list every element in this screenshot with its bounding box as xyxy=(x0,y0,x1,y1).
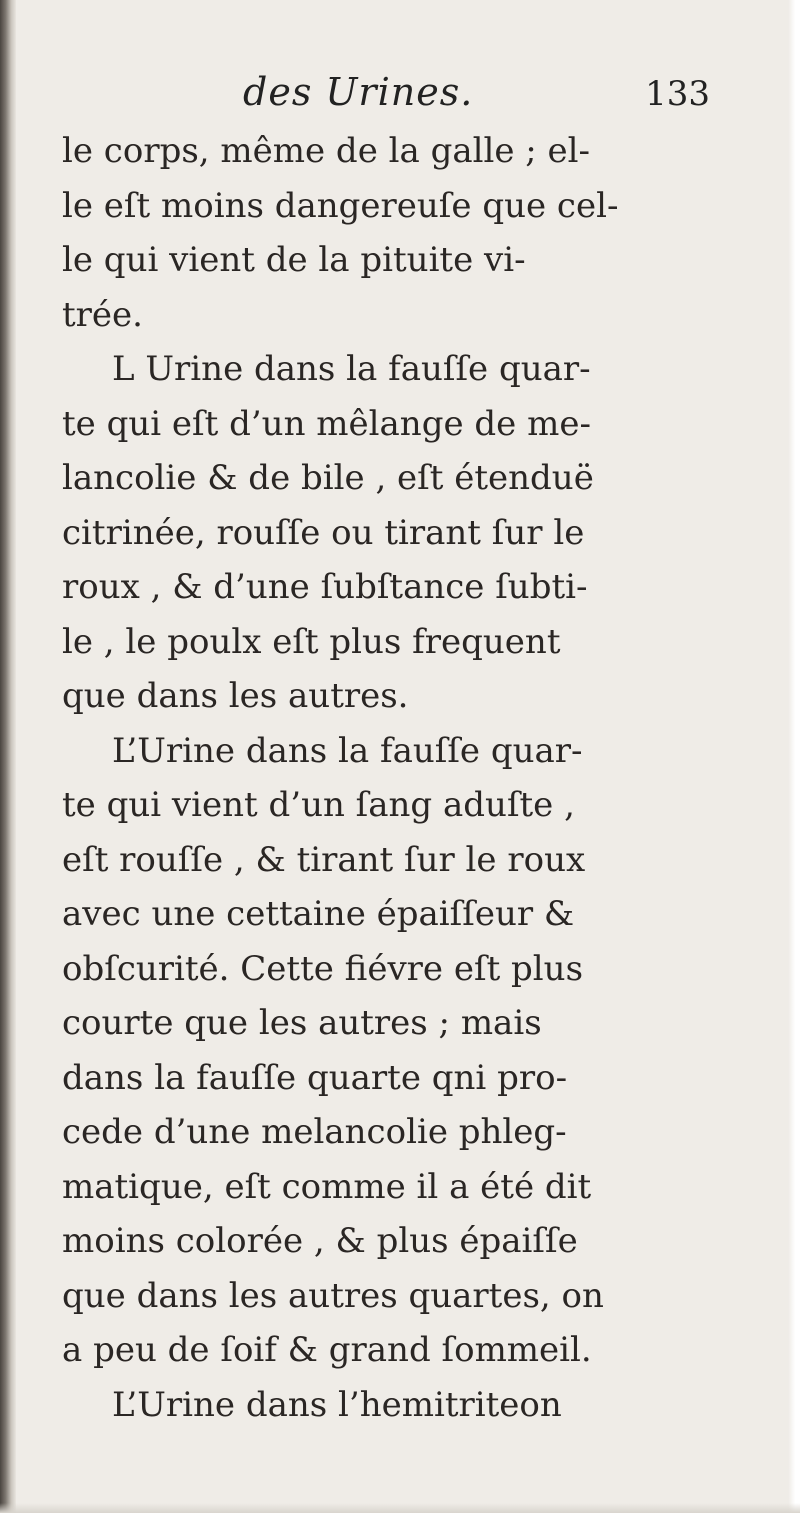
page-bottom-edge xyxy=(0,1503,800,1513)
text-line: moins colorée , & plus épaiſſe xyxy=(62,1221,578,1261)
text-line: le , le poulx eſt plus frequent xyxy=(62,621,561,662)
text-line: citrinée, rouſſe ou tirant ſur le xyxy=(62,512,585,553)
text-line: te qui eſt d’un mêlange de me- xyxy=(62,403,591,444)
paragraph-start-line: L’Urine dans la fauſſe quar- xyxy=(112,730,583,771)
running-title: des Urines. xyxy=(243,70,474,114)
text-line: trée. xyxy=(62,294,143,335)
text-line: courte que les autres ; mais xyxy=(62,1003,542,1043)
page-gutter-shadow xyxy=(0,0,16,1513)
text-line: que dans les autres. xyxy=(62,676,409,716)
text-line: avec une cettaine épaiſſeur & xyxy=(62,894,575,934)
text-line: le eſt moins dangereuſe que cel- xyxy=(62,185,619,226)
text-line: obſcurité. Cette fiévre eſt plus xyxy=(62,948,584,989)
text-line: eſt rouſſe , & tirant ſur le roux xyxy=(62,839,586,880)
text-line: a peu de ſoif & grand ſommeil. xyxy=(62,1330,592,1370)
page-number: 133 xyxy=(645,74,710,114)
text-line: roux , & d’une ſubſtance ſubti- xyxy=(62,567,588,607)
page-right-edge xyxy=(788,0,800,1513)
text-line: te qui vient d’un ſang aduſte , xyxy=(62,785,575,825)
body-text xyxy=(62,124,712,1432)
text-line: lancolie & de bile , eſt étenduë xyxy=(62,458,594,498)
text-line: cede d’une melancolie phleg- xyxy=(62,1112,567,1152)
paragraph-start-line: L Urine dans la fauſſe quar- xyxy=(112,349,591,389)
text-line: le corps, même de la galle ; el- xyxy=(62,131,591,171)
text-line: le qui vient de la pituite vi- xyxy=(62,240,526,280)
text-line: matique, eſt comme il a été dit xyxy=(62,1166,592,1207)
paragraph-start-line: L’Urine dans l’hemitriteon xyxy=(112,1384,562,1425)
page-header xyxy=(60,70,710,124)
text-line: dans la fauſſe quarte qni pro- xyxy=(62,1057,568,1098)
text-line: que dans les autres quartes, on xyxy=(62,1275,604,1316)
